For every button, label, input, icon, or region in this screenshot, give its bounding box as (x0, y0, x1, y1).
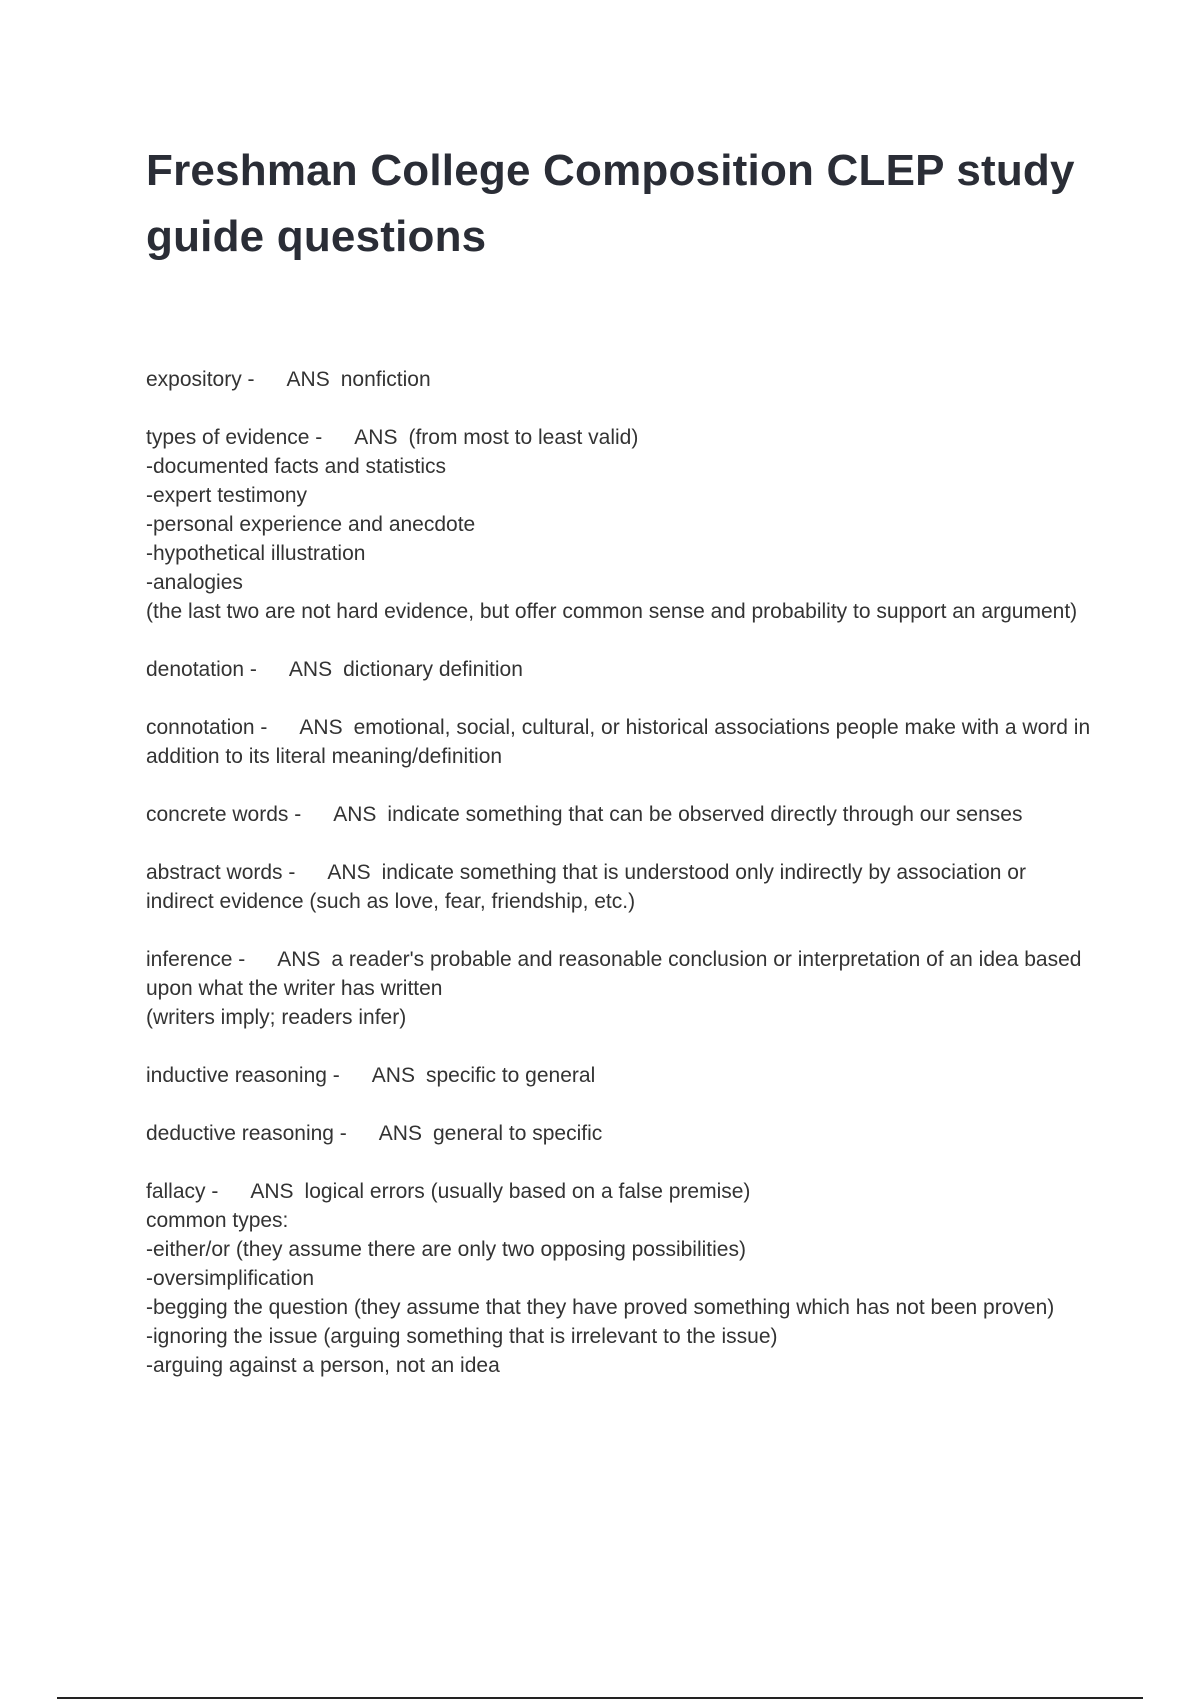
qa-extra-line: -analogies (146, 571, 243, 594)
qa-extra-line: (the last two are not hard evidence, but offer common sense and probability to support an argument) (146, 600, 1078, 623)
qa-term: fallacy - (146, 1180, 219, 1203)
qa-extra-line: -either/or (they assume there are only two opposing possibilities) (146, 1238, 746, 1261)
answer-marker: ANS (378, 1122, 422, 1145)
qa-first-line (146, 1061, 1096, 1090)
qa-answer: dictionary definition (343, 658, 523, 681)
qa-entry-abstract-words (146, 858, 1096, 916)
qa-term: denotation - (146, 658, 257, 681)
qa-entry-connotation (146, 713, 1096, 771)
qa-term: abstract words - (146, 861, 296, 884)
qa-first-line (146, 1119, 1096, 1148)
answer-marker: ANS (299, 716, 343, 739)
qa-extra-line: -oversimplification (146, 1267, 315, 1290)
qa-first-line (146, 655, 1096, 684)
qa-first-line (146, 713, 1096, 771)
qa-extra-line: -personal experience and anecdote (146, 513, 476, 536)
qa-term: inductive reasoning - (146, 1064, 340, 1087)
qa-answer: a reader's probable and reasonable conclusion or interpretation of an idea based upon what the writer has written (146, 948, 1088, 1000)
qa-answer: nonfiction (340, 368, 431, 391)
qa-extra-line: -ignoring the issue (arguing something that is irrelevant to the issue) (146, 1325, 778, 1348)
qa-answer: logical errors (usually based on a false premise) (304, 1180, 751, 1203)
qa-term: deductive reasoning - (146, 1122, 347, 1145)
answer-marker: ANS (277, 948, 321, 971)
qa-entry-types-of-evidence (146, 423, 1096, 626)
answer-marker: ANS (250, 1180, 294, 1203)
qa-answer: (from most to least valid) (408, 426, 639, 449)
qa-answer: emotional, social, cultural, or historical associations people make with a word in addition to its literal meaning/definition (146, 716, 1096, 768)
qa-first-line (146, 800, 1096, 829)
footer-divider (57, 1697, 1143, 1699)
qa-first-line (146, 945, 1096, 1003)
qa-term: types of evidence - (146, 426, 323, 449)
qa-list (146, 365, 1096, 1409)
qa-first-line (146, 365, 1096, 394)
qa-term: expository - (146, 368, 255, 391)
answer-marker: ANS (288, 658, 333, 681)
qa-term: concrete words - (146, 803, 302, 826)
answer-marker: ANS (354, 426, 398, 449)
qa-entry-expository (146, 365, 1096, 394)
qa-first-line (146, 423, 1096, 452)
answer-marker: ANS (286, 368, 330, 391)
qa-entry-concrete-words (146, 800, 1096, 829)
qa-extra-line: common types: (146, 1209, 289, 1232)
answer-marker: ANS (333, 803, 377, 826)
qa-entry-fallacy (146, 1177, 1096, 1380)
qa-first-line (146, 858, 1096, 916)
qa-answer: indicate something that can be observed directly through our senses (387, 803, 1023, 826)
page-title: Freshman College Composition CLEP study guide questions (146, 146, 1075, 261)
qa-extra-line: -expert testimony (146, 484, 308, 507)
answer-marker: ANS (371, 1064, 415, 1087)
qa-extra-line: (writers imply; readers infer) (146, 1006, 407, 1029)
qa-answer: specific to general (425, 1064, 596, 1087)
qa-first-line (146, 1177, 1096, 1206)
qa-answer: indicate something that is understood only indirectly by association or indirect evidence (such as love, fear, friendship, etc.) (146, 861, 1032, 913)
qa-term: inference - (146, 948, 246, 971)
qa-answer: general to specific (432, 1122, 603, 1145)
qa-extra-line: -hypothetical illustration (146, 542, 366, 565)
qa-entry-deductive-reasoning (146, 1119, 1096, 1148)
qa-extra-line: -begging the question (they assume that they have proved something which has not been proven) (146, 1296, 1055, 1319)
qa-extra-line: -documented facts and statistics (146, 455, 446, 478)
qa-term: connotation - (146, 716, 268, 739)
answer-marker: ANS (327, 861, 371, 884)
qa-entry-denotation (146, 655, 1096, 684)
qa-entry-inductive-reasoning (146, 1061, 1096, 1090)
qa-extra-line: -arguing against a person, not an idea (146, 1354, 500, 1377)
qa-entry-inference (146, 945, 1096, 1032)
